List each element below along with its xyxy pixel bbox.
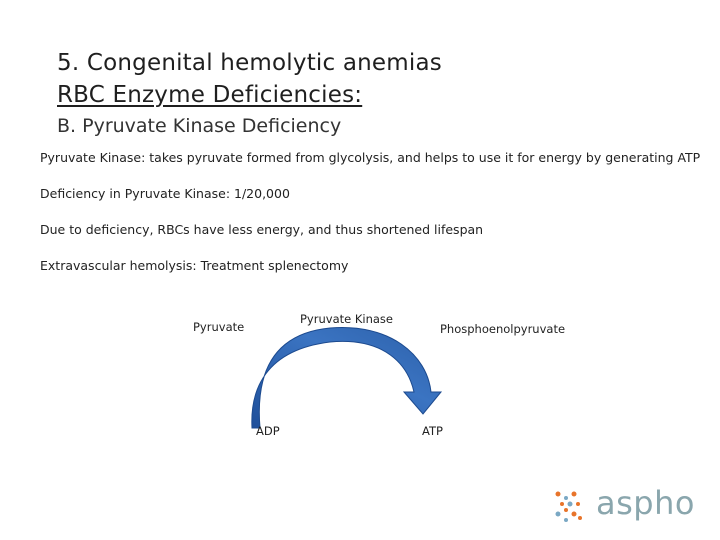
substrate-label: Pyruvate	[193, 320, 245, 334]
adp-label: ADP	[256, 424, 280, 438]
atp-label: ATP	[422, 424, 443, 438]
product-label: Phosphoenolpyruvate	[440, 322, 566, 336]
logo-dots-icon	[556, 492, 583, 523]
enzyme-label: Pyruvate Kinase	[300, 312, 393, 326]
logo-text: aspho	[596, 484, 695, 522]
bullet-text: Due to deficiency, RBCs have less energy, and thus shortened lifespan	[40, 222, 484, 237]
slide-heading-underlined: RBC Enzyme Deficiencies:	[57, 82, 363, 108]
slide-title: 5. Congenital hemolytic anemias	[57, 50, 442, 76]
curved-arrow-shape	[252, 327, 441, 428]
bullet-text: Pyruvate Kinase: takes pyruvate formed from glycolysis, and helps to use it for energy by generating ATP	[40, 150, 701, 165]
slide-subtitle: B. Pyruvate Kinase Deficiency	[57, 115, 342, 137]
bullet-text: Deficiency in Pyruvate Kinase: 1/20,000	[40, 186, 290, 201]
bullet-text: Extravascular hemolysis: Treatment splenectomy	[40, 258, 349, 273]
